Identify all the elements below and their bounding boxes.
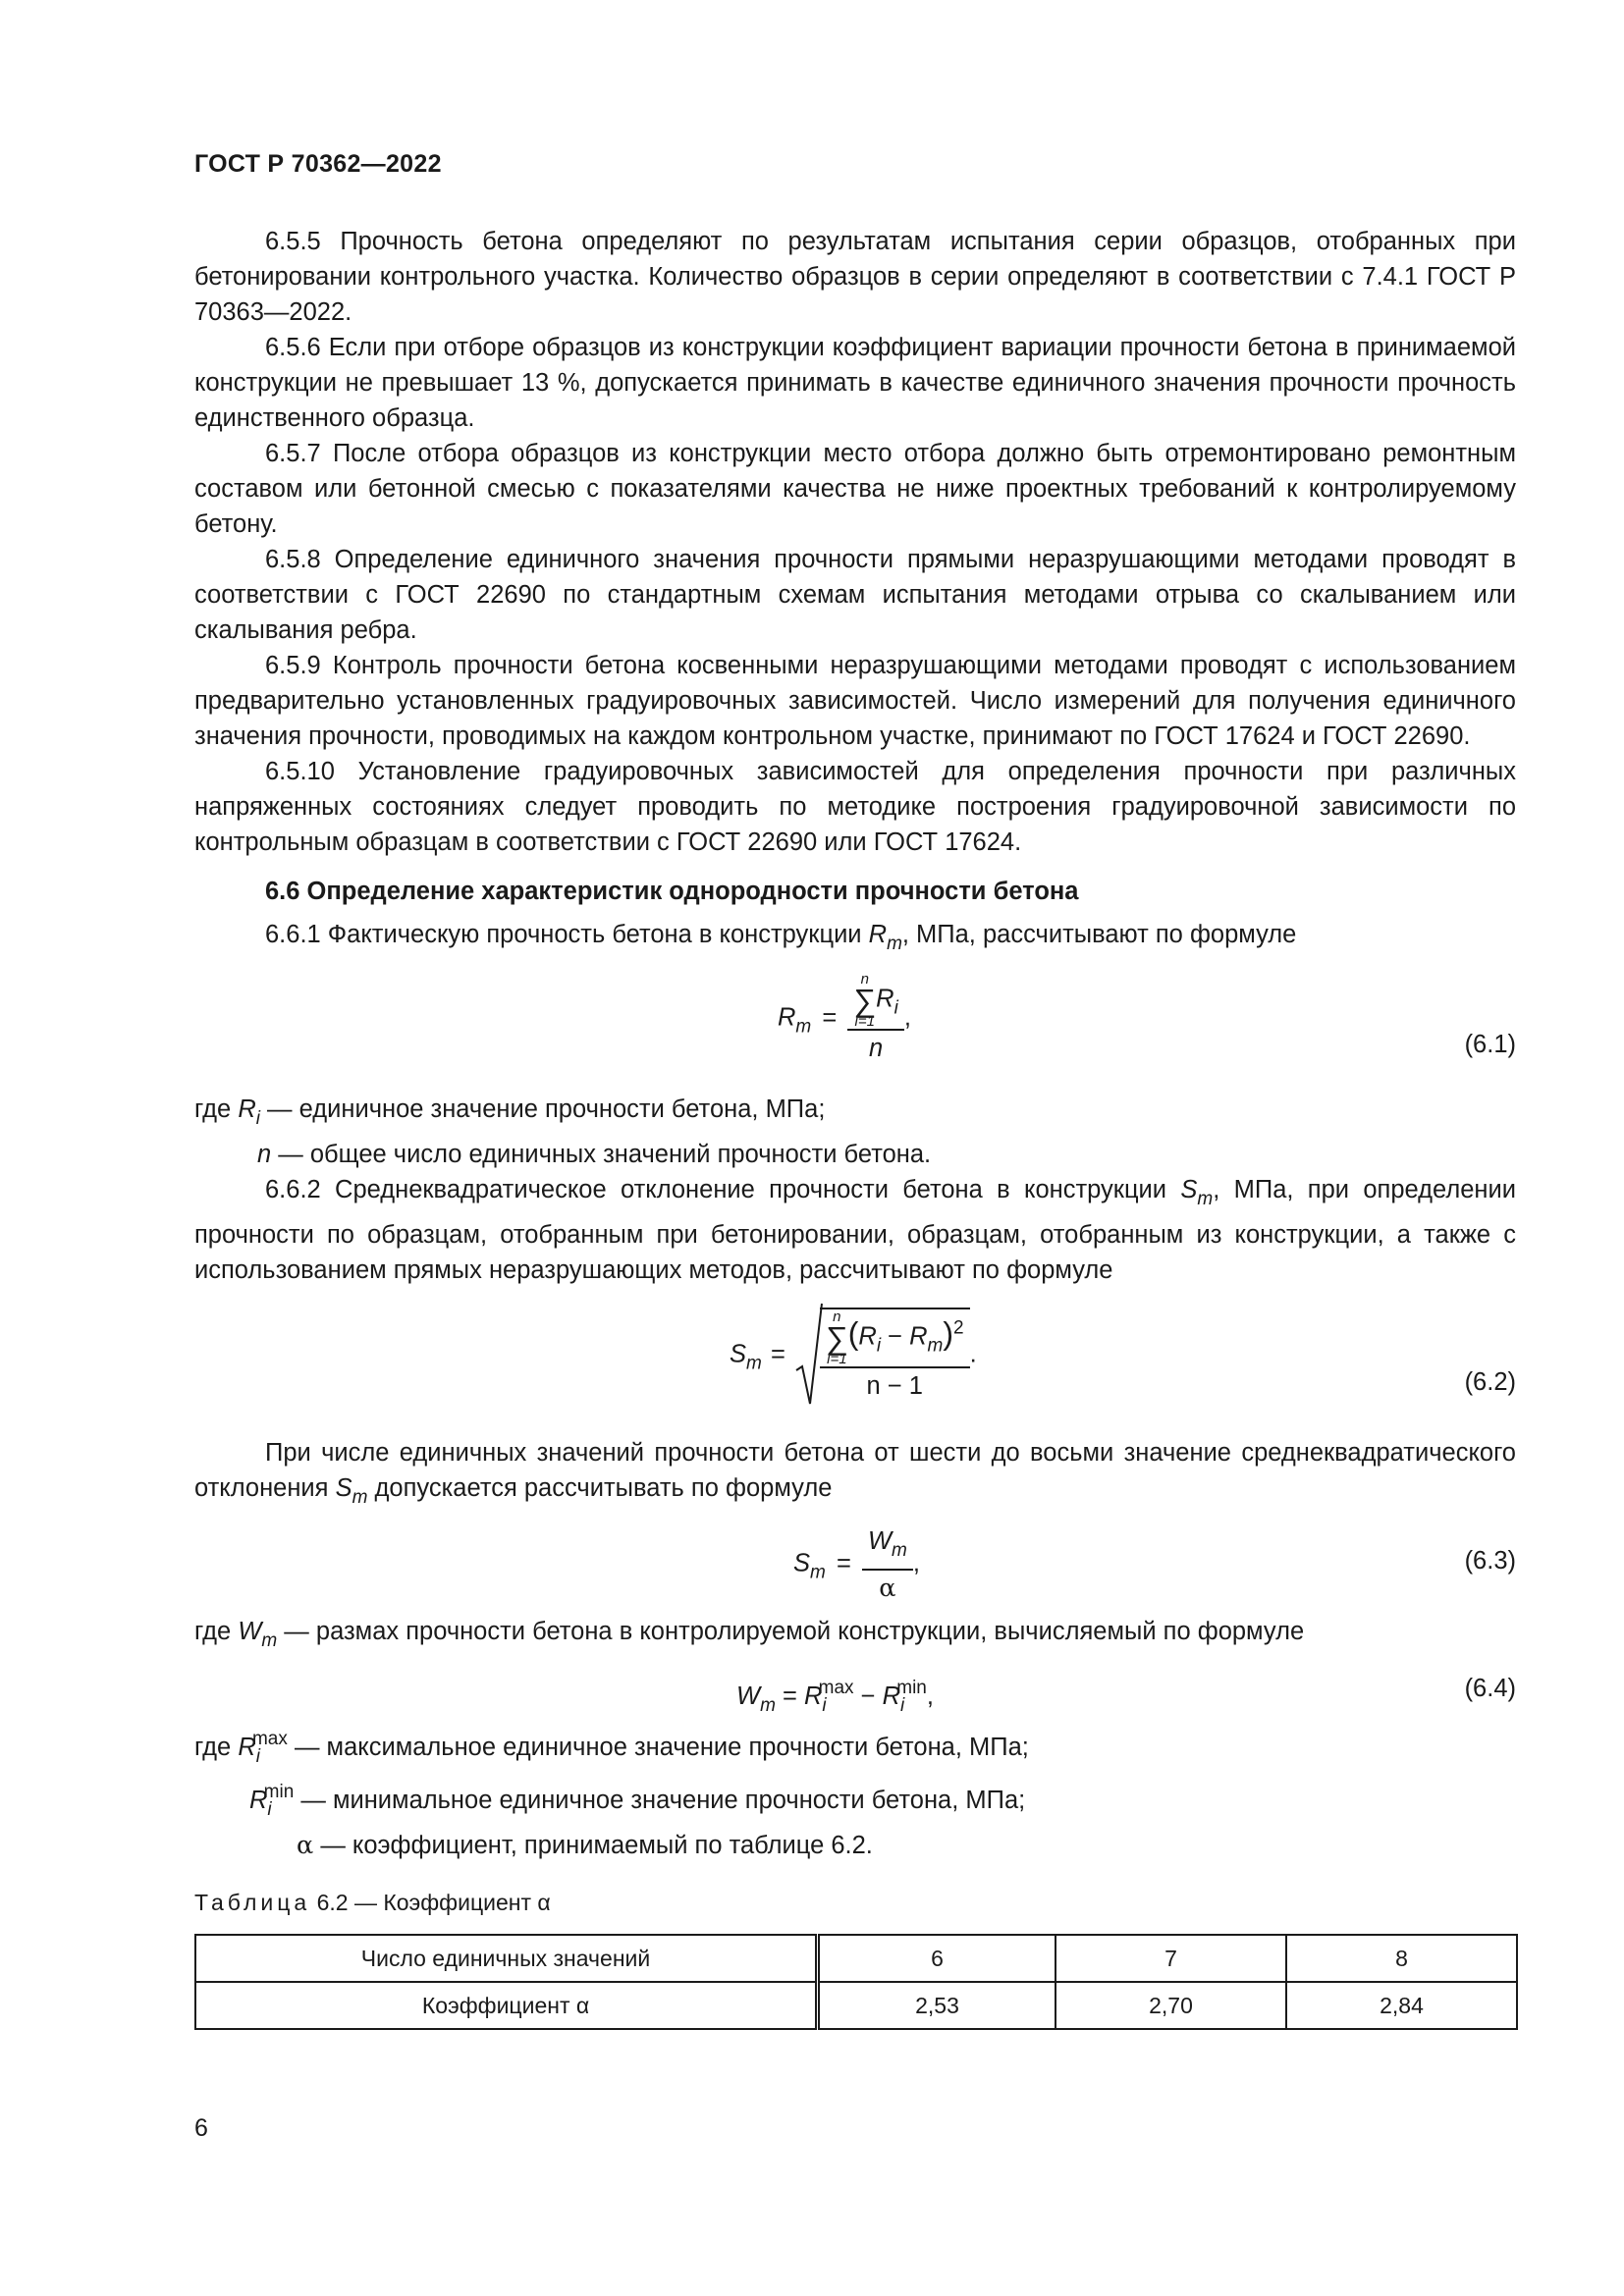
formula-6-2: $S_m$ = n ∑ i=1 $(R_i - R_m)^2$ n − 1 . (6.2) [194, 1294, 1516, 1429]
table-row [195, 1982, 1517, 2029]
formula-number: (6.4) [1464, 1675, 1516, 1702]
paragraph-std-deviation: При числе единичных значений прочности бетона от шести до восьми значение среднеквадратического отклонения $S_m$ допускается рассчитывать по формуле [194, 1439, 1516, 1508]
formula-6-4: $W_m = R_i^{max} - R_i^{min}$, (6.4) [194, 1665, 1516, 1716]
document-header: ГОСТ Р 70362—2022 [194, 150, 442, 178]
table-cell: 6 [818, 1935, 1056, 1982]
paragraph-6-5-6: 6.5.6 Если при отборе образцов из конструкции коэффициент вариации прочности бетона в принимаемой конструкции не превышает 13 %, допускается принимать в качестве единичного значения прочности прочность единственного образца. [194, 334, 1516, 432]
where-line: $R_i^{min}$ — минимальное единичное значение прочности бетона, МПа; [249, 1782, 1026, 1820]
paragraph-6-5-10: 6.5.10 Установление градуировочных зависимостей для определения прочности при различных напряженных состояниях следует проводить по методике построения градуировочной зависимости по контрольным образцам в соответствии с ГОСТ 22690 или ГОСТ 17624. [194, 758, 1516, 856]
sum-sign: n ∑ i=1 [825, 1308, 848, 1367]
paragraph-6-5-8: 6.5.8 Определение единичного значения прочности прямыми неразрушающими методами проводят в соответствии с ГОСТ 22690 по стандартным схемам испытания методами отрыва со скалыванием или скалывания ребра. [194, 546, 1516, 644]
table-cell: 2,84 [1286, 1982, 1517, 2029]
where-line: α — коэффициент, принимаемый по таблице 6.2. [297, 1831, 873, 1860]
table-cell: Число единичных значений [195, 1935, 818, 1982]
formula-number: (6.2) [1464, 1368, 1516, 1396]
table-cell: 8 [1286, 1935, 1517, 1982]
formula-6-3: $S_m$ = $\frac{W_m}{\alpha}$ , (6.3) [194, 1522, 1516, 1608]
paragraph-6-6-1: 6.6.1 Фактическую прочность бетона в конструкции $R_m$, МПа, рассчитывают по формуле [265, 921, 1297, 954]
table-row [195, 1935, 1517, 1982]
page-body [194, 224, 1516, 2030]
coefficient-table [194, 1934, 1518, 2030]
fraction: n ∑ i=1 $(R_i - R_m)^2$ n − 1 [820, 1308, 970, 1404]
formula-6-1: $R_m$ = n ∑ i=1 $R_i$ n , (6.1) [194, 968, 1516, 1086]
fraction: $\frac{W_m}{\alpha}$ [862, 1523, 913, 1606]
where-line: где $R_i$ — единичное значение прочности бетона, МПа; [194, 1095, 826, 1129]
table-cell: 2,70 [1056, 1982, 1286, 2029]
fraction: n ∑ i=1 $R_i$ n [847, 972, 903, 1066]
sum-sign: n ∑ i=1 [853, 971, 877, 1030]
where-line: где $W_m$ — размах прочности бетона в контролируемой конструкции, вычисляемый по формуле [194, 1618, 1305, 1651]
table-cell: 7 [1056, 1935, 1286, 1982]
table-cell: 2,53 [818, 1982, 1056, 2029]
table-caption: Таблица 6.2 — Коэффициент α [194, 1890, 551, 1915]
paragraph-6-6-2: 6.6.2 Среднеквадратическое отклонение прочности бетона в конструкции $S_m$, МПа, при определении прочности по образцам, отобранным при бетонировании, образцам, отобранным из конструкции, а также с использованием прямых неразрушающих методов, рассчитывают по формуле [194, 1176, 1516, 1284]
paragraph-6-5-5: 6.5.5 Прочность бетона определяют по результатам испытания серии образцов, отобранных при бетонировании контрольного участка. Количество образцов в серии определяют в соответствии с 7.4.1 ГОСТ Р 70363—2022. [194, 228, 1516, 326]
formula-number: (6.3) [1464, 1547, 1516, 1575]
where-line: где $R_i^{max}$ — максимальное единичное значение прочности бетона, МПа; [194, 1729, 1029, 1767]
formula-number: (6.1) [1464, 1031, 1516, 1058]
section-heading-6-6: 6.6 Определение характеристик однородности прочности бетона [265, 878, 1079, 905]
paragraph-6-5-7: 6.5.7 После отбора образцов из конструкции место отбора должно быть отремонтировано ремонтным составом или бетонной смесью с показателями качества не ниже проектных требований к контролируемому бетону. [194, 440, 1516, 538]
where-line: n — общее число единичных значений прочности бетона. [257, 1141, 932, 1168]
table-cell: Коэффициент α [195, 1982, 818, 2029]
paragraph-6-5-9: 6.5.9 Контроль прочности бетона косвенными неразрушающими методами проводят с использованием предварительно установленных градуировочных зависимостей. Число измерений для получения единичного значения прочности, проводимых на каждом контрольном участке, принимают по ГОСТ 17624 и ГОСТ 22690. [194, 652, 1516, 750]
page-number: 6 [194, 2114, 208, 2142]
